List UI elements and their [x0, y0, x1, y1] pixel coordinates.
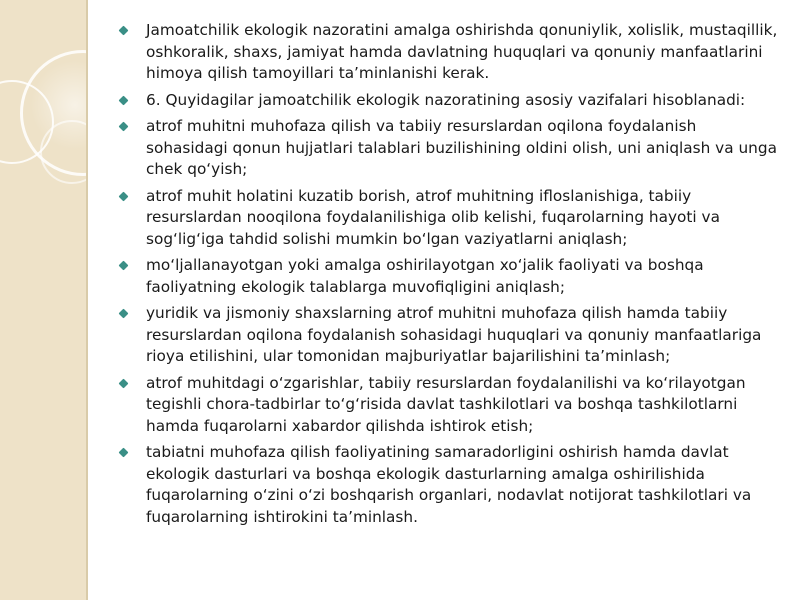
bullet-text: mo‘ljallanayotgan yoki amalga oshirilayotgan xo‘jalik faoliyati va boshqa faoliyatning ekologik talablarga muvofiqligini aniqlash; [146, 256, 704, 296]
bullet-item [118, 90, 782, 112]
bullet-item [118, 255, 782, 298]
bullet-icon [119, 448, 129, 458]
bullet-text: atrof muhit holatini kuzatib borish, atrof muhitning ifloslanishiga, tabiiy resurslardan nooqilona foydalanilishiga olib kelishi, fuqarolarning hayoti va sog‘lig‘iga tahdid solishi mumkin bo‘lgan vaziyatlarni aniqlash; [146, 186, 720, 248]
bullet-text: tabiatni muhofaza qilish faoliyatining samaradorligini oshirish hamda davlat ekologik dasturlari va boshqa ekologik dasturlarning amalga oshirilishida fuqarolarning o‘zini o‘zi boshqarish organlari, nodavlat notijorat tashkilotlari va fuqarolarning ishtirokini ta’minlash. [146, 443, 752, 526]
bullet-text: atrof muhitni muhofaza qilish va tabiiy resurslardan oqilona foydalanish sohasidagi qonun hujjatlari talablari buzilishining oldini olish, uni aniqlash va unga chek qo‘yish; [146, 117, 777, 178]
bullet-text: 6. Quyidagilar jamoatchilik ekologik nazoratining asosiy vazifalari hisoblanadi: [146, 90, 746, 109]
bullet-item [118, 186, 782, 251]
bullet-item [118, 303, 782, 368]
decorative-side-panel [0, 0, 88, 600]
slide-content [118, 20, 782, 533]
bullet-text: atrof muhitdagi o‘zgarishlar, tabiiy resurslardan foydalanilishi va ko‘rilayotgan tegishli chora-tadbirlar to‘g‘risida davlat tashkilotlari va boshqa tashkilotlarni hamda fuqarolarni xabardor qilishda ishtirok etish; [146, 373, 746, 435]
bullet-icon [119, 95, 129, 105]
bullet-icon [119, 122, 129, 132]
bullet-item [118, 442, 782, 528]
bullet-text: yuridik va jismoniy shaxslarning atrof muhitni muhofaza qilish hamda tabiiy resurslardan oqilona foydalanish sohasidagi huquqlari va qonuniy manfaatlariga rioya etilishini, ular tomonidan majburiyatlar bajarilishini ta’minlash; [146, 304, 762, 365]
bullet-icon [119, 261, 129, 271]
bullet-icon [119, 191, 129, 201]
bullet-icon [119, 378, 129, 388]
bullet-icon [119, 309, 129, 319]
bullet-list [118, 20, 782, 528]
bullet-item [118, 373, 782, 438]
bullet-icon [119, 26, 129, 36]
bullet-item [118, 20, 782, 85]
bullet-item [118, 116, 782, 181]
panel-divider [86, 0, 88, 600]
bullet-text: Jamoatchilik ekologik nazoratini amalga oshirishda qonuniylik, xolislik, mustaqillik, oshkoralik, shaxs, jamiyat hamda davlatning huquqlari va qonuniy manfaatlarini himoya qilish tamoyillari ta’minlanishi kerak. [146, 21, 778, 82]
